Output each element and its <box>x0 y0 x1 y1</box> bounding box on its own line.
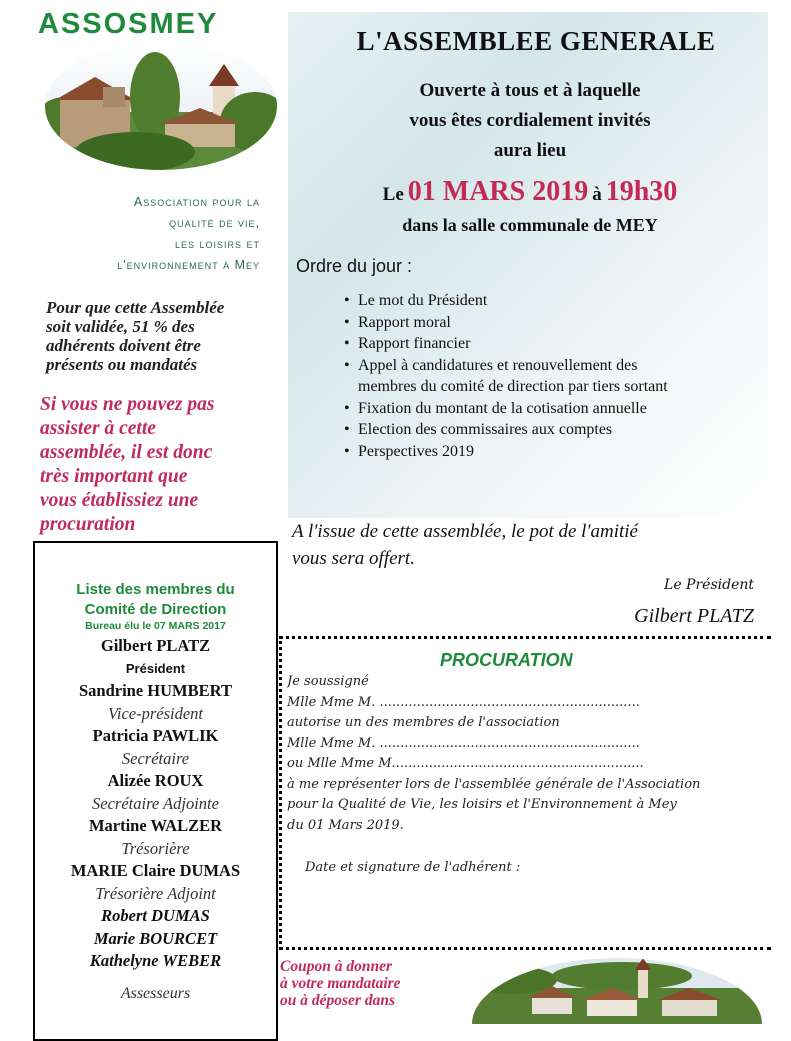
member-name: Alizée ROUX <box>107 771 204 790</box>
signature-title: Le Président <box>664 577 754 593</box>
village-photo <box>45 42 277 170</box>
member-name: Gilbert PLATZ <box>100 636 211 655</box>
member-role: Secrétaire Adjointe <box>92 793 219 813</box>
coupon-line: ou à déposer dans <box>280 992 395 1009</box>
agenda-item: • Election des commissaires aux comptes <box>346 419 766 441</box>
committee-list <box>35 635 276 973</box>
form-line: pour la Qualité de Vie, les loisirs et l'Environnement à Mey <box>287 797 677 812</box>
agenda-item: • Rapport financier <box>346 333 766 355</box>
coupon-line: Coupon à donner <box>280 958 392 975</box>
signature-field[interactable]: Date et signature de l'adhérent : <box>305 860 521 875</box>
meeting-location: dans la salle communale de MEY <box>402 215 658 235</box>
form-line: autorise un des membres de l'association <box>287 715 560 730</box>
validity-line: adhérents doivent être <box>46 336 201 355</box>
proxy-line: Si vous ne pouvez pas <box>40 394 215 415</box>
date-prefix: Le <box>382 184 404 205</box>
form-field-mandatary[interactable]: Mlle Mme M. ............................................................... <box>287 735 640 751</box>
proxy-line: vous établissiez une <box>40 490 199 511</box>
closing-text <box>292 518 752 572</box>
date-join: à <box>592 184 602 205</box>
committee-title <box>35 580 276 620</box>
validity-line: soit validée, 51 % des <box>46 317 195 336</box>
assembly-title: L'ASSEMBLEE GENERALE <box>356 26 716 56</box>
intro-line: aura lieu <box>493 140 567 161</box>
procuration-text <box>287 672 762 836</box>
member-name: Marie BOURCET <box>93 928 218 948</box>
intro-line: Ouverte à tous et à laquelle <box>419 80 641 101</box>
proxy-line: procuration <box>40 514 136 535</box>
proxy-line: très important que <box>40 466 188 487</box>
coupon-line: à votre mandataire <box>280 975 401 992</box>
validity-note <box>46 298 276 374</box>
procuration-title: PROCURATION <box>440 650 573 670</box>
validity-line: présents ou mandatés <box>46 355 198 374</box>
member-name: MARIE Claire DUMAS <box>70 861 241 880</box>
signature-name: Gilbert PLATZ <box>634 605 754 627</box>
closing-line: A l'issue de cette assemblée, le pot de l'amitié <box>292 521 638 542</box>
form-line: Je soussigné <box>287 674 369 689</box>
member-role: Secrétaire <box>121 748 190 768</box>
member-name: Robert DUMAS <box>101 906 210 925</box>
form-line: du 01 Mars 2019. <box>287 817 404 833</box>
village-photo-small <box>472 958 762 1024</box>
date-line <box>300 176 760 208</box>
member-name: Kathelyne WEBER <box>89 951 222 970</box>
agenda-title: Ordre du jour : <box>296 256 413 276</box>
validity-line: Pour que cette Assemblée <box>46 298 225 317</box>
member-name: Patricia PAWLIK <box>92 726 219 745</box>
proxy-line: assemblée, il est donc <box>40 442 213 463</box>
agenda-item: • Rapport moral <box>346 312 766 334</box>
committee-footer: Assesseurs <box>120 985 191 1002</box>
member-role: Vice-président <box>108 703 203 723</box>
org-description-line: les loisirs et <box>175 237 260 251</box>
closing-line: vous sera offert. <box>292 548 415 569</box>
agenda-item: • Fixation du montant de la cotisation annuelle <box>346 398 766 420</box>
proxy-note <box>40 393 280 537</box>
member-role: Trésorière Adjoint <box>95 883 216 903</box>
meeting-date: 01 MARS 2019 <box>407 176 589 207</box>
form-field-alternate[interactable]: ou Mlle Mme M............................................................. <box>287 756 644 771</box>
committee-title-line: Liste des membres du <box>76 581 235 598</box>
committee-title-line: Comité de Direction <box>84 601 227 618</box>
coupon-text <box>280 958 470 1009</box>
org-description-line: qualité de vie, <box>169 216 260 230</box>
intro-line: vous êtes cordialement invités <box>409 110 651 131</box>
org-name: ASSOSMEY <box>38 8 219 40</box>
form-field-name[interactable]: Mlle Mme M. ............................................................... <box>287 694 640 710</box>
org-description <box>60 192 260 276</box>
member-name: Sandrine HUMBERT <box>79 681 232 700</box>
member-role: Président <box>125 660 186 676</box>
form-line: à me représenter lors de l'assemblée générale de l'Association <box>287 776 701 792</box>
committee-subtitle: Bureau élu le 07 MARS 2017 <box>85 620 226 632</box>
member-role: Trésorière <box>121 838 190 858</box>
org-description-line: l'environnement à Mey <box>117 258 260 272</box>
agenda-item: • Perspectives 2019 <box>346 441 766 463</box>
org-description-line: Association pour la <box>133 195 260 209</box>
agenda-item: • Le mot du Président <box>346 290 766 312</box>
proxy-line: assister à cette <box>40 418 156 439</box>
agenda-item: • Appel à candidatures et renouvellement des membres du comité de direction par tiers sortant <box>346 355 688 398</box>
member-name: Martine WALZER <box>88 816 223 835</box>
agenda-list <box>346 290 766 462</box>
meeting-time: 19h30 <box>605 176 678 207</box>
